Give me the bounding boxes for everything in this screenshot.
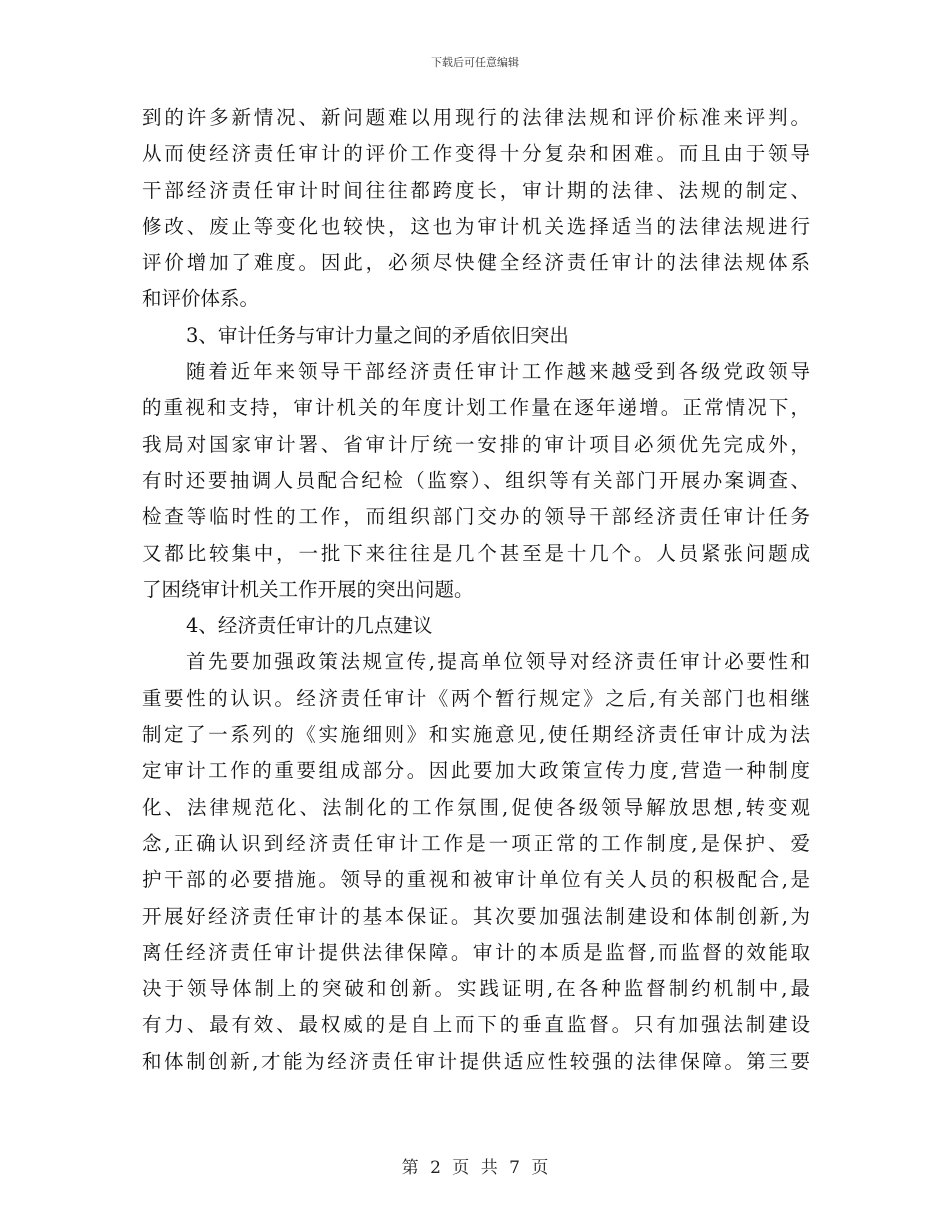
document-body [142,100,810,1080]
body-line: 和体制创新,才能为经济责任审计提供适应性较强的法律保障。第三要 [142,1049,810,1073]
page-header: 下载后可任意编辑 [431,56,519,69]
body-line: 从而使经济责任审计的评价工作变得十分复杂和困难。而且由于领导 [142,142,810,166]
body-line: 和评价体系。 [142,287,260,311]
body-line: 重要性的认识。经济责任审计《两个暂行规定》之后,有关部门也相继 [142,686,810,710]
body-line: 决于领导体制上的突破和创新。实践证明,在各种监督制约机制中,最 [142,977,810,1001]
section-heading-4: 4、经济责任审计的几点建议 [186,614,433,638]
body-line: 制定了一系列的《实施细则》和实施意见,使任期经济责任审计成为法 [142,723,810,747]
body-line: 又都比较集中，一批下来往往是几个甚至是十几个。人员紧张问题成 [142,541,810,565]
body-line: 定审计工作的重要组成部分。因此要加大政策宣传力度,营造一种制度 [142,759,810,783]
body-line: 护干部的必要措施。领导的重视和被审计单位有关人员的积极配合,是 [142,868,810,892]
section-heading-3: 3、审计任务与审计力量之间的矛盾依旧突出 [186,323,569,347]
body-line: 有时还要抽调人员配合纪检（监察）、组织等有关部门开展办案调查、 [142,468,810,492]
body-line: 的重视和支持，审计机关的年度计划工作量在逐年递增。正常情况下， [142,396,810,420]
body-line: 离任经济责任审计提供法律保障。审计的本质是监督,而监督的效能取 [142,940,810,964]
body-line: 念,正确认识到经济责任审计工作是一项正常的工作制度,是保护、爱 [142,831,810,855]
body-line: 到的许多新情况、新问题难以用现行的法律法规和评价标准来评判。 [142,106,810,129]
body-line: 了困绕审计机关工作开展的突出问题。 [142,577,474,601]
body-line: 评价增加了难度。因此，必须尽快健全经济责任审计的法律法规体系 [142,251,810,275]
body-line: 修改、废止等变化也较快，这也为审计机关选择适当的法律法规进行 [142,214,810,238]
body-line: 干部经济责任审计时间往往都跨度长，审计期的法律、法规的制定、 [142,178,810,202]
body-line: 检查等临时性的工作，而组织部门交办的领导干部经济责任审计任务 [142,505,810,529]
body-line: 开展好经济责任审计的基本保证。其次要加强法制建设和体制创新,为 [142,904,810,928]
page-number-footer: 第 2 页 共 7 页 [401,1158,549,1178]
paragraph-first-line: 随着近年来领导干部经济责任审计工作越来越受到各级党政领导 [186,360,810,384]
body-line: 有力、最有效、最权威的是自上而下的垂直监督。只有加强法制建设 [142,1013,810,1037]
body-line: 化、法律规范化、法制化的工作氛围,促使各级领导解放思想,转变观 [142,795,810,819]
paragraph-first-line: 首先要加强政策法规宣传,提高单位领导对经济责任审计必要性和 [186,650,810,674]
body-line: 我局对国家审计署、省审计厅统一安排的审计项目必须优先完成外， [142,432,810,456]
